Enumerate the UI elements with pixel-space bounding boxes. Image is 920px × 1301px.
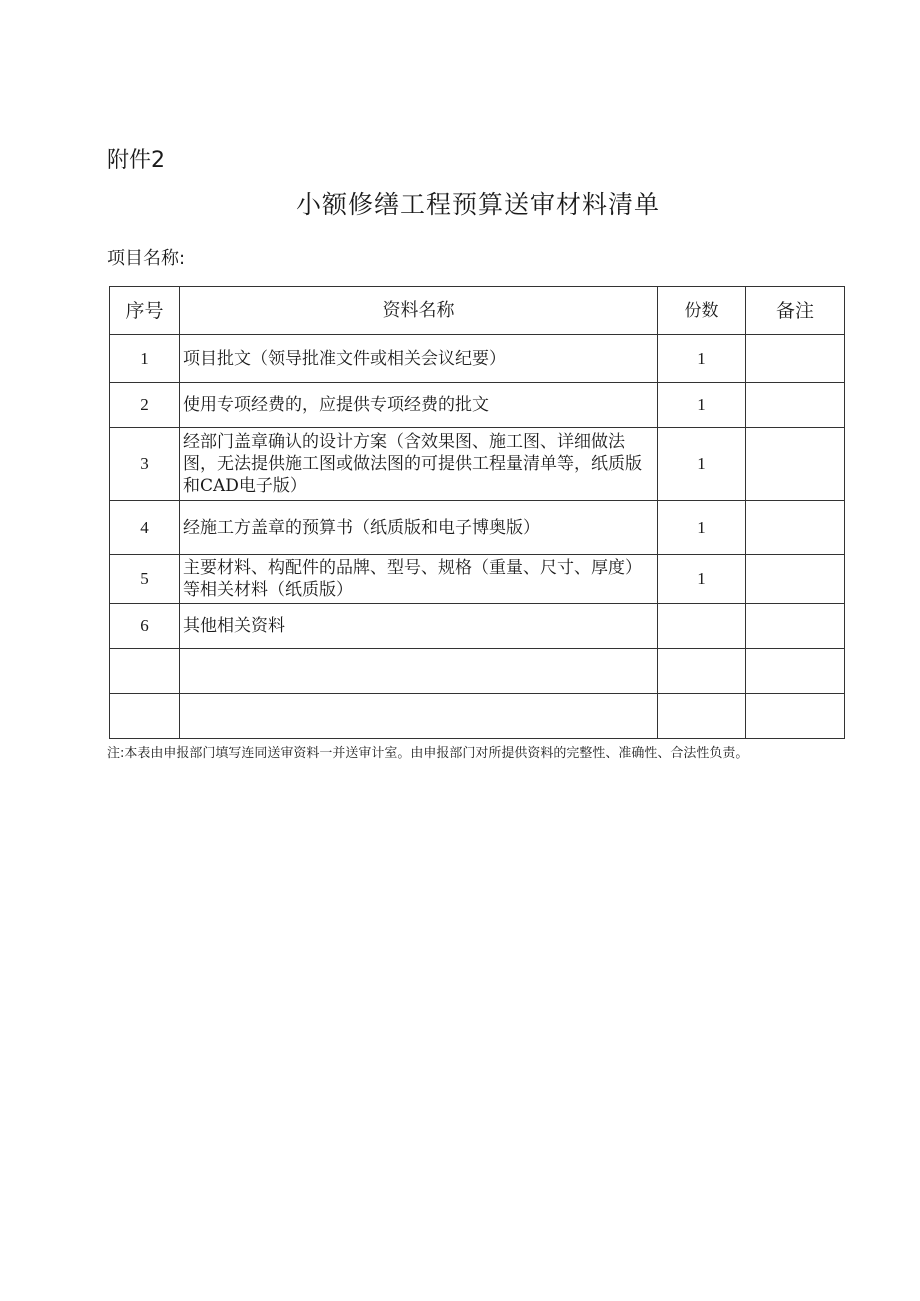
footer-note: 注:本表由申报部门填写连同送审资料一并送审计室。由申报部门对所提供资料的完整性、准确性、合法性负责。 [107,746,749,761]
document-title: 小额修缮工程预算送审材料清单 [295,190,660,219]
row-number [110,649,180,694]
table-row [110,501,845,555]
row-copies: 1 [658,501,746,555]
row-copies [658,604,746,649]
column-header-copies: 份数 [658,287,746,335]
table-row [110,694,845,739]
row-material-name: 项目批文（领导批准文件或相关会议纪要） [180,335,658,383]
row-material-name [180,694,658,739]
row-remark [746,649,845,694]
table-row [110,604,845,649]
row-copies: 1 [658,335,746,383]
row-number: 6 [110,604,180,649]
table-row [110,335,845,383]
row-remark [746,555,845,604]
row-remark [746,428,845,501]
row-number [110,694,180,739]
attachment-label: 附件2 [107,148,165,173]
row-remark [746,694,845,739]
row-number: 4 [110,501,180,555]
table-row [110,383,845,428]
row-remark [746,383,845,428]
row-copies [658,694,746,739]
table-row [110,428,845,501]
row-number: 2 [110,383,180,428]
row-material-name: 经施工方盖章的预算书（纸质版和电子博奥版） [180,501,658,555]
row-material-name: 使用专项经费的，应提供专项经费的批文 [180,383,658,428]
row-number: 5 [110,555,180,604]
table-row [110,555,845,604]
row-number: 1 [110,335,180,383]
column-header-number: 序号 [110,287,180,335]
row-copies: 1 [658,383,746,428]
column-header-material-name: 资料名称 [180,287,658,335]
row-material-name: 主要材料、构配件的品牌、型号、规格（重量、尺寸、厚度）等相关材料（纸质版） [180,555,658,604]
row-material-name [180,649,658,694]
table-header-row [110,287,845,335]
row-remark [746,604,845,649]
row-material-name: 经部门盖章确认的设计方案（含效果图、施工图、详细做法图，无法提供施工图或做法图的可提供工程量清单等，纸质版和CAD电子版） [180,428,658,501]
project-name-label: 项目名称: [107,248,186,269]
row-copies: 1 [658,555,746,604]
row-remark [746,501,845,555]
column-header-remarks: 备注 [746,287,845,335]
row-number: 3 [110,428,180,501]
table-row [110,649,845,694]
row-copies [658,649,746,694]
materials-table [109,286,845,739]
row-material-name: 其他相关资料 [180,604,658,649]
row-copies: 1 [658,428,746,501]
row-remark [746,335,845,383]
